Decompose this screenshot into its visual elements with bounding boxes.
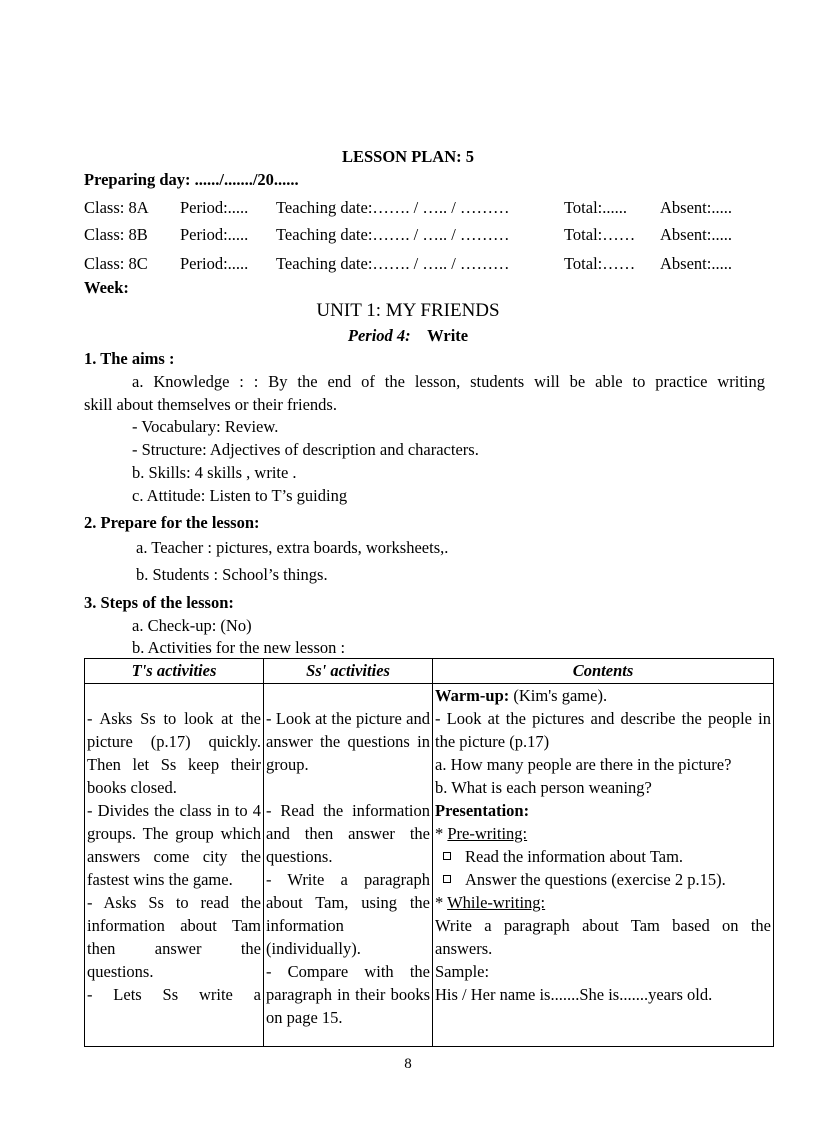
period-label: Period 4:: [347, 326, 411, 345]
period-line: [0, 324, 816, 347]
t-activities-cell: [85, 684, 264, 1047]
week-label: Week:: [84, 278, 129, 297]
period-field: Period:.....: [180, 198, 249, 217]
aims-skills: b. Skills: 4 skills , write .: [132, 463, 297, 482]
header-contents: Contents: [433, 659, 774, 684]
bullet-answer-questions: Answer the questions (exercise 2 p.15).: [435, 868, 771, 891]
while-writing-label: While-writing:: [447, 893, 546, 912]
contents-cell: [433, 684, 774, 1047]
absent-field: Absent:.....: [660, 254, 732, 273]
table-row: [85, 684, 774, 1047]
t-activity-4: - Lets Ss write a: [87, 985, 261, 1004]
t-activity-3: - Asks Ss to read the information about Tam then answer the questions.: [87, 893, 261, 981]
prepare-teacher: a. Teacher : pictures, extra boards, worksheets,.: [136, 538, 449, 557]
aims-vocabulary: - Vocabulary: Review.: [132, 417, 279, 436]
absent-field: Absent:.....: [660, 198, 732, 217]
header-ss-activities: Ss' activities: [264, 659, 433, 684]
ss-activities-cell: [264, 684, 433, 1047]
ss-activity-3: - Write a paragraph about Tam, using the information (individually).: [266, 870, 430, 958]
bullet-read-info: Read the information about Tam.: [435, 845, 771, 868]
while-writing-text: Write a paragraph about Tam based on the answers.: [435, 916, 771, 958]
class-label: Class: 8A: [84, 198, 149, 217]
steps-checkup: a. Check-up: (No): [132, 616, 252, 635]
aims-attitude: c. Attitude: Listen to T’s guiding: [132, 486, 348, 505]
ss-activity-2: - Read the information and then answer the questions.: [266, 801, 430, 866]
teaching-date-field: Teaching date:……. / ….. / ………: [276, 254, 510, 273]
total-field: Total:……: [564, 254, 636, 273]
question-b: b. What is each person weaning?: [435, 778, 652, 797]
presentation-label: Presentation:: [435, 801, 530, 820]
warmup-desc: - Look at the pictures and describe the people in the picture (p.17): [435, 709, 771, 751]
aims-structure: - Structure: Adjectives of description and characters.: [132, 440, 479, 459]
steps-activities: b. Activities for the new lesson :: [132, 638, 346, 657]
preparing-day: Preparing day: ....../......./20......: [84, 170, 299, 189]
pre-writing-line: [435, 822, 771, 845]
total-field: Total:......: [564, 198, 628, 217]
prepare-students: b. Students : School’s things.: [136, 565, 328, 584]
ss-activity-4: - Compare with the paragraph in their books on page 15.: [266, 962, 430, 1027]
aims-knowledge-cont: skill about themselves or their friends.: [84, 395, 337, 414]
teaching-date-field: Teaching date:……. / ….. / ………: [276, 225, 510, 244]
teaching-date-field: Teaching date:……. / ….. / ………: [276, 198, 510, 217]
activities-table: [84, 658, 774, 1047]
sample-label: Sample:: [435, 962, 490, 981]
warmup-text: (Kim's game).: [509, 686, 608, 705]
aims-heading: 1. The aims :: [84, 349, 175, 368]
prepare-heading: 2. Prepare for the lesson:: [84, 513, 260, 532]
header-t-activities: T's activities: [85, 659, 264, 684]
unit-title: UNIT 1: MY FRIENDS: [316, 300, 500, 321]
pre-writing-star: *: [435, 824, 448, 843]
aims-knowledge: a. Knowledge : : By the end of the lesson, students will be able to practice writing: [132, 372, 765, 391]
class-label: Class: 8B: [84, 225, 148, 244]
absent-field: Absent:.....: [660, 225, 732, 244]
t-activity-2: - Divides the class in to 4 groups. The group which answers come city the fastest wins the game.: [87, 801, 261, 889]
class-label: Class: 8C: [84, 254, 148, 273]
sample-line: His / Her name is.......She is.......years old.: [435, 985, 713, 1004]
t-activity-1: - Asks Ss to look at the picture (p.17) quickly. Then let Ss keep their books closed.: [87, 709, 261, 797]
page-number: 8: [404, 1056, 412, 1072]
pre-writing-label: Pre-writing:: [447, 824, 528, 843]
ss-activity-1: - Look at the picture and answer the questions in group.: [266, 709, 430, 774]
while-writing-line: [435, 891, 771, 914]
warmup-line: [435, 684, 771, 707]
total-field: Total:……: [564, 225, 636, 244]
steps-heading: 3. Steps of the lesson:: [84, 593, 234, 612]
period-field: Period:.....: [180, 225, 249, 244]
period-name: Write: [427, 326, 469, 345]
while-writing-star: *: [435, 893, 448, 912]
table-header-row: [85, 659, 774, 684]
warmup-label: Warm-up:: [435, 686, 510, 705]
period-field: Period:.....: [180, 254, 249, 273]
lesson-plan-title: LESSON PLAN: 5: [341, 147, 475, 166]
question-a: a. How many people are there in the picture?: [435, 755, 732, 774]
